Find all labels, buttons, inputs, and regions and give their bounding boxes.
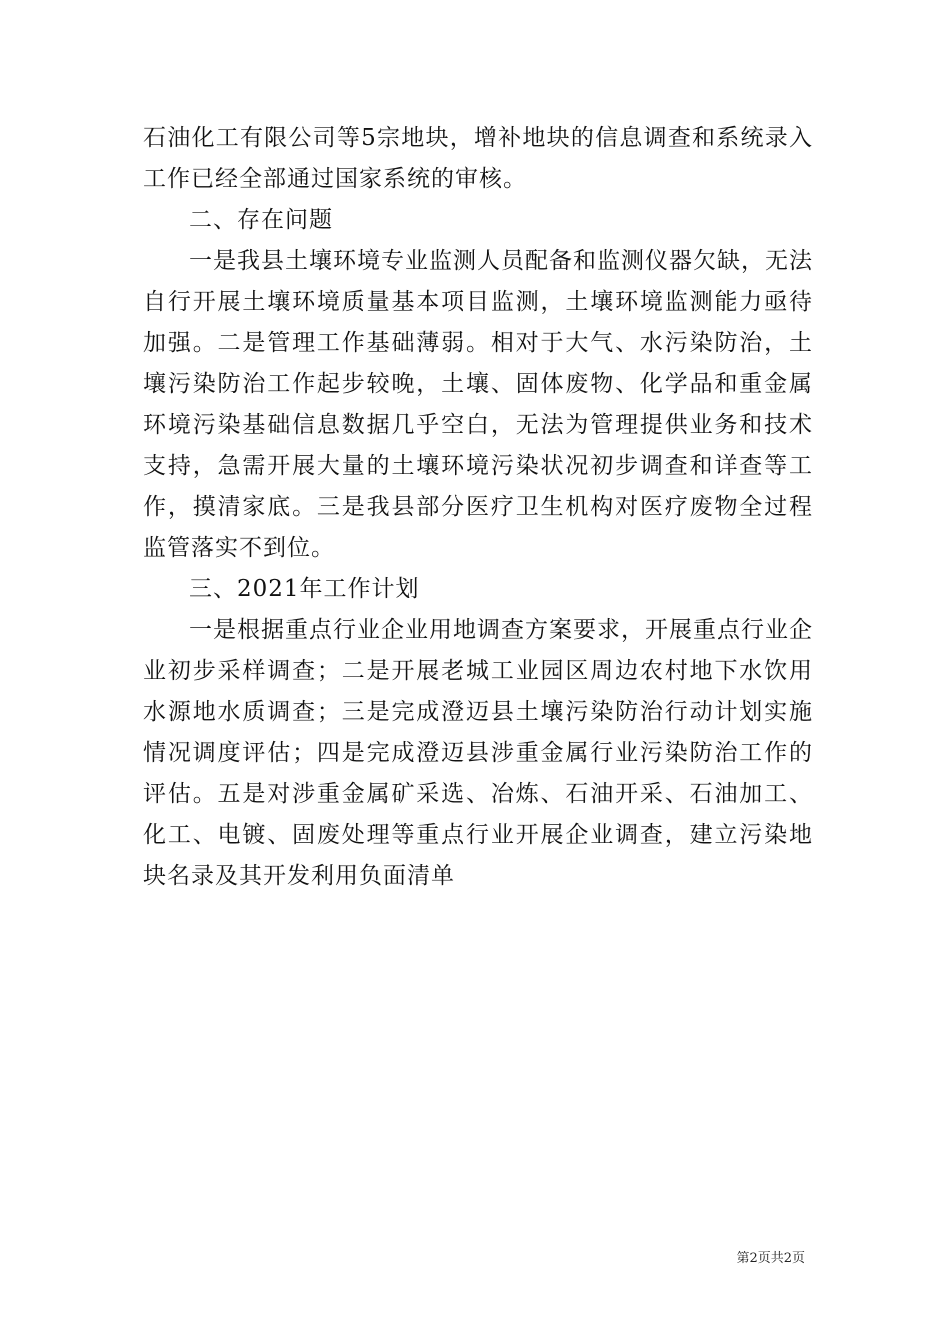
paragraph-continuation: 石油化工有限公司等5宗地块，增补地块的信息调查和系统录入工作已经全部通过国家系统的审核。 [143, 125, 813, 192]
section-heading-problems: 二、存在问题 [189, 207, 333, 233]
paragraph-plan: 一是根据重点行业企业用地调查方案要求，开展重点行业企业初步采样调查；二是开展老城工业园区周边农村地下水饮用水源地水质调查；三是完成澄迈县土壤污染防治行动计划实施情况调度评估；四是完成澄迈县涉重金属行业污染防治工作的评估。五是对涉重金属矿采选、冶炼、石油开采、石油加工、化工、电镀、固废处理等重点行业开展企业调查，建立污染地块名录及其开发利用负面清单 [143, 617, 813, 889]
document-body [143, 118, 813, 897]
paragraph-problems: 一是我县土壤环境专业监测人员配备和监测仪器欠缺，无法自行开展土壤环境质量基本项目监测，土壤环境监测能力亟待加强。二是管理工作基础薄弱。相对于大气、水污染防治，土壤污染防治工作起步较晚，土壤、固体废物、化学品和重金属环境污染基础信息数据几乎空白，无法为管理提供业务和技术支持，急需开展大量的土壤环境污染状况初步调查和详查等工作，摸清家底。三是我县部分医疗卫生机构对医疗废物全过程监管落实不到位。 [143, 248, 813, 561]
page-number-footer: 第2页共2页 [736, 1251, 805, 1266]
section-heading-plan: 三、2021年工作计划 [189, 576, 420, 602]
